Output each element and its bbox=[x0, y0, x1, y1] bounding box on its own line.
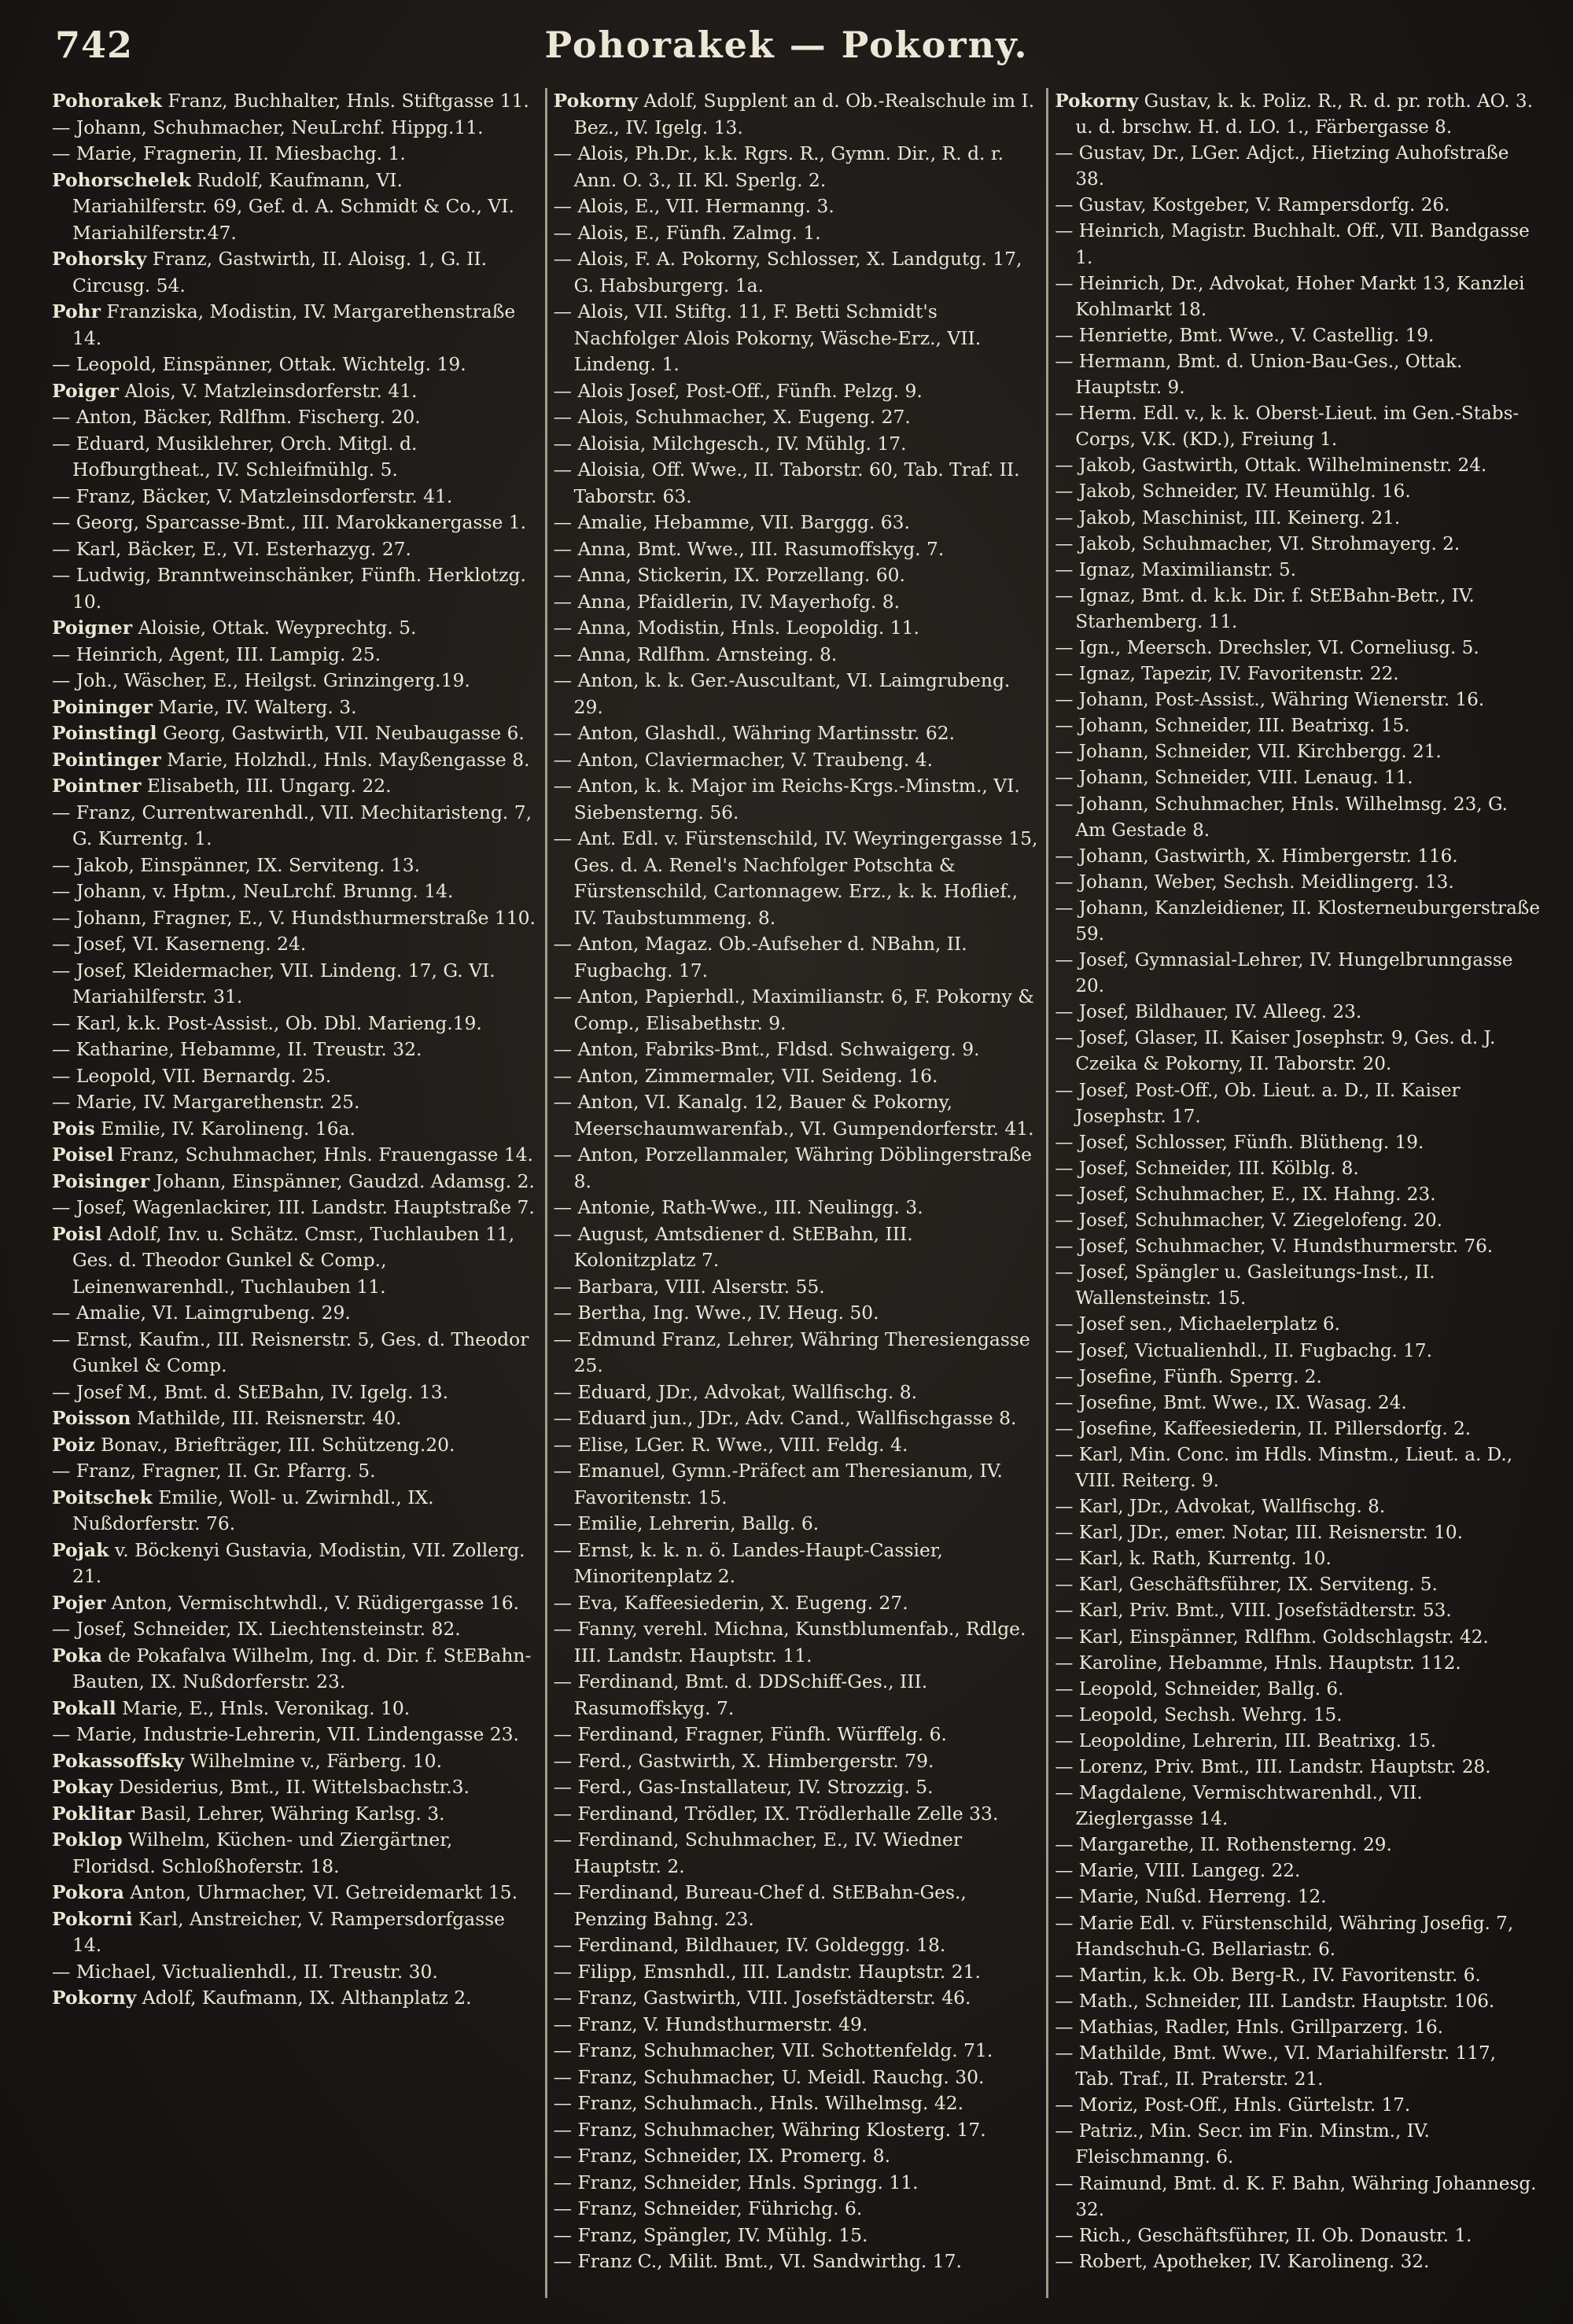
directory-entry: — Eduard, Musiklehrer, Orch. Mitgl. d. Hofburgtheat., IV. Schleifmühlg. 5. bbox=[52, 432, 418, 481]
directory-entry: — Johann, Schuhmacher, Hnls. Wilhelmsg. 23, G. Am Gestade 8. bbox=[1055, 794, 1508, 841]
entry-surname: Poklitar bbox=[52, 1802, 134, 1825]
directory-entry: — Marie Edl. v. Fürstenschild, Währing Josefig. 7, Handschuh-G. Bellariastr. 6. bbox=[1055, 1913, 1514, 1960]
directory-entry: — Karoline, Hebamme, Hnls. Hauptstr. 112. bbox=[1055, 1652, 1461, 1674]
column-right bbox=[1048, 88, 1548, 2298]
directory-entry: — Jakob, Gastwirth, Ottak. Wilhelminenstr. 24. bbox=[1055, 455, 1487, 477]
directory-entry: — Magdalene, Vermischtwarenhdl., VII. Zieglergasse 14. bbox=[1055, 1783, 1423, 1830]
directory-entry: Poininger Marie, IV. Walterg. 3. bbox=[52, 695, 357, 718]
column-divider bbox=[545, 88, 547, 2298]
directory-entry: — Jakob, Einspänner, IX. Serviteng. 13. bbox=[52, 853, 421, 876]
directory-entry: — Franz, Schuhmacher, VII. Schottenfeldg. 71. bbox=[553, 2039, 993, 2061]
entry-surname: Poisl bbox=[52, 1222, 102, 1245]
directory-columns bbox=[46, 88, 1548, 2298]
directory-entry: — Anton, Papierhdl., Maximilianstr. 6, F. Pokorny & Comp., Elisabethstr. 9. bbox=[553, 985, 1034, 1034]
entry-surname: Poiz bbox=[52, 1433, 95, 1456]
entry-surname: Pojak bbox=[52, 1538, 109, 1561]
directory-entry: — Josefine, Bmt. Wwe., IX. Wasag. 24. bbox=[1055, 1392, 1407, 1413]
directory-entry: — Leopold, Schneider, Ballg. 6. bbox=[1055, 1678, 1344, 1700]
directory-entry: — Anna, Stickerin, IX. Porzellang. 60. bbox=[553, 564, 905, 586]
directory-entry: — Alois, VII. Stiftg. 11, F. Betti Schmidt's Nachfolger Alois Pokorny, Wäsche-Erz., VII. Lindeng. 1. bbox=[553, 300, 982, 375]
directory-entry: — Martin, k.k. Ob. Berg-R., IV. Favoritenstr. 6. bbox=[1055, 1965, 1481, 1986]
entry-surname: Pokorny bbox=[52, 1987, 137, 2009]
directory-entry: Pokorny Gustav, k. k. Poliz. R., R. d. pr. roth. AO. 3. u. d. brschw. H. d. LO. 1., Färbergasse 8. bbox=[1055, 90, 1533, 138]
directory-entry: — Marie, VIII. Langeg. 22. bbox=[1055, 1861, 1301, 1882]
directory-entry: — Josef, Schuhmacher, E., IX. Hahng. 23. bbox=[1055, 1184, 1436, 1205]
directory-entry: — Karl, Einspänner, Rdlfhm. Goldschlagstr. 42. bbox=[1055, 1626, 1489, 1648]
directory-entry: — Anton, Porzellanmaler, Währing Döblingerstraße 8. bbox=[553, 1144, 1032, 1192]
directory-entry: — Josef M., Bmt. d. StEBahn, IV. Igelg. 13. bbox=[52, 1380, 449, 1403]
directory-entry: — Anton, k. k. Ger.-Auscultant, VI. Laimgrubeng. 29. bbox=[553, 669, 1011, 718]
directory-entry: Poitschek Emilie, Woll- u. Zwirnhdl., IX. Nußdorferstr. 76. bbox=[52, 1486, 434, 1534]
directory-entry: — Anton, k. k. Major im Reichs-Krgs.-Minstm., VI. Siebensterng. 56. bbox=[553, 775, 1020, 823]
directory-entry: — Eduard jun., JDr., Adv. Cand., Wallfischgasse 8. bbox=[553, 1407, 1017, 1429]
directory-entry: — Josef, Victualienhdl., II. Fugbachg. 17. bbox=[1055, 1340, 1432, 1361]
directory-entry: — Jakob, Schuhmacher, VI. Strohmayerg. 2. bbox=[1055, 533, 1461, 554]
directory-entry: — Johann, Schneider, VIII. Lenaug. 11. bbox=[1055, 768, 1413, 789]
directory-entry: — Eva, Kaffeesiederin, X. Eugeng. 27. bbox=[553, 1591, 908, 1614]
directory-entry: — Anton, Claviermacher, V. Traubeng. 4. bbox=[553, 748, 934, 771]
directory-entry: — Josef, Gymnasial-Lehrer, IV. Hungelbrunngasse 20. bbox=[1055, 950, 1513, 997]
directory-entry: — Joh., Wäscher, E., Heilgst. Grinzingerg.19. bbox=[52, 669, 470, 691]
directory-entry: — Johann, Fragner, E., V. Hundsthurmerstraße 110. bbox=[52, 906, 536, 929]
directory-entry: Pokorny Adolf, Kaufmann, IX. Althanplatz 2. bbox=[52, 1987, 472, 2009]
directory-entry: — Filipp, Emsnhdl., III. Landstr. Hauptstr. 21. bbox=[553, 1960, 981, 1983]
directory-entry: Pojak v. Böckenyi Gustavia, Modistin, VII. Zollerg. 21. bbox=[52, 1538, 525, 1587]
entry-surname: Poka bbox=[52, 1644, 102, 1667]
directory-entry: — Marie, Nußd. Herreng. 12. bbox=[1055, 1887, 1327, 1908]
directory-entry: — Karl, Min. Conc. im Hdls. Minstm., Lieut. a. D., VIII. Reiterg. 9. bbox=[1055, 1444, 1513, 1491]
directory-entry: — Johann, v. Hptm., NeuLrchf. Brunng. 14. bbox=[52, 880, 454, 902]
directory-entry: Poka de Pokafalva Wilhelm, Ing. d. Dir. f. StEBahn-Bauten, IX. Nußdorferstr. 23. bbox=[52, 1644, 532, 1692]
directory-entry: — Leopold, Einspänner, Ottak. Wichtelg. 19. bbox=[52, 353, 466, 375]
directory-entry: — Josef, Bildhauer, IV. Alleeg. 23. bbox=[1055, 1002, 1362, 1023]
entry-surname: Pohorschelek bbox=[52, 168, 191, 191]
directory-entry: — Franz, Schuhmacher, Währing Klosterg. 17. bbox=[553, 2118, 986, 2141]
directory-entry: — Heinrich, Magistr. Buchhalt. Off., VII. Bandgasse 1. bbox=[1055, 221, 1530, 268]
directory-entry: Poiz Bonav., Briefträger, III. Schützeng.20. bbox=[52, 1433, 455, 1456]
directory-entry: — Alois, F. A. Pokorny, Schlosser, X. Landgutg. 17, G. Habsburgerg. 1a. bbox=[553, 248, 1022, 296]
entry-surname: Pokay bbox=[52, 1776, 113, 1798]
column-divider bbox=[1046, 88, 1048, 2298]
entry-surname: Pokora bbox=[52, 1881, 124, 1903]
entry-surname: Pokorny bbox=[553, 90, 638, 112]
directory-entry: — Anton, Zimmermaler, VII. Seideng. 16. bbox=[553, 1064, 938, 1087]
directory-entry: Poklop Wilhelm, Küchen- und Ziergärtner, Floridsd. Schloßhoferstr. 18. bbox=[52, 1829, 453, 1877]
directory-entry: — Patriz., Min. Secr. im Fin. Minstm., IV. Fleischmanng. 6. bbox=[1055, 2121, 1430, 2168]
directory-entry: — Franz C., Milit. Bmt., VI. Sandwirthg. 17. bbox=[553, 2250, 962, 2272]
directory-entry: — Franz, Currentwarenhdl., VII. Mechitaristeng. 7, G. Kurrentg. 1. bbox=[52, 801, 532, 849]
column-left bbox=[46, 88, 545, 2298]
entry-surname: Pohorakek bbox=[52, 90, 162, 112]
entry-surname: Pointner bbox=[52, 775, 142, 797]
directory-entry: — Herm. Edl. v., k. k. Oberst-Lieut. im Gen.-Stabs-Corps, V.K. (KD.), Freiung 1. bbox=[1055, 403, 1520, 451]
entry-surname: Pois bbox=[52, 1117, 95, 1140]
directory-entry: — Ferdinand, Bildhauer, IV. Goldeggg. 18. bbox=[553, 1934, 946, 1956]
directory-entry: — Raimund, Bmt. d. K. F. Bahn, Währing Johannesg. 32. bbox=[1055, 2173, 1537, 2220]
directory-entry: — Alois, Ph.Dr., k.k. Rgrs. R., Gymn. Dir., R. d. r. Ann. O. 3., II. Kl. Sperlg. 2. bbox=[553, 142, 1004, 191]
entry-surname: Pokall bbox=[52, 1696, 116, 1719]
directory-entry: — Josef, Glaser, II. Kaiser Josephstr. 9, Ges. d. J. Czeika & Pokorny, II. Taborstr. 20. bbox=[1055, 1028, 1496, 1075]
directory-entry: Poisel Franz, Schuhmacher, Hnls. Frauengasse 14. bbox=[52, 1144, 533, 1166]
directory-entry: — Math., Schneider, III. Landstr. Hauptstr. 106. bbox=[1055, 1991, 1495, 2012]
directory-entry: — Ant. Edl. v. Fürstenschild, IV. Weyringergasse 15, Ges. d. A. Renel's Nachfolger Potschta & Fürstenschild, Cartonnagew. Erz., k. k. Hoflief., IV. Taubstummeng. 8. bbox=[553, 827, 1038, 929]
directory-entry: — Franz, Bäcker, V. Matzleinsdorferstr. 41. bbox=[52, 484, 453, 507]
directory-entry: Poisinger Johann, Einspänner, Gaudzd. Adamsg. 2. bbox=[52, 1169, 535, 1192]
directory-entry: — Marie, Industrie-Lehrerin, VII. Lindengasse 23. bbox=[52, 1723, 519, 1745]
directory-entry: — Josef, Kleidermacher, VII. Lindeng. 17, G. VI. Mariahilferstr. 31. bbox=[52, 959, 495, 1007]
directory-entry: — Johann, Schneider, III. Beatrixg. 15. bbox=[1055, 716, 1410, 737]
directory-entry: — Aloisia, Off. Wwe., II. Taborstr. 60, Tab. Traf. II. Taborstr. 63. bbox=[553, 459, 1020, 507]
directory-entry: Pojer Anton, Vermischtwhdl., V. Rüdigergasse 16. bbox=[52, 1591, 520, 1614]
directory-entry: Pohorschelek Rudolf, Kaufmann, VI. Mariahilferstr. 69, Gef. d. A. Schmidt & Co., VI. Mariahilferstr.47. bbox=[52, 168, 514, 244]
directory-entry: — Karl, Geschäftsführer, IX. Serviteng. 5. bbox=[1055, 1575, 1438, 1596]
directory-entry: — Bertha, Ing. Wwe., IV. Heug. 50. bbox=[553, 1302, 879, 1324]
directory-entry: — Karl, k.k. Post-Assist., Ob. Dbl. Marieng.19. bbox=[52, 1011, 482, 1034]
directory-entry: — Marie, Fragnerin, II. Miesbachg. 1. bbox=[52, 142, 406, 164]
entry-surname: Poinstingl bbox=[52, 722, 157, 744]
directory-entry: — Ferd., Gas-Installateur, IV. Strozzig. 5. bbox=[553, 1776, 934, 1798]
directory-entry: — Ludwig, Branntweinschänker, Fünfh. Herklotzg. 10. bbox=[52, 564, 526, 613]
directory-entry: — Emanuel, Gymn.-Präfect am Theresianum, IV. Favoritenstr. 15. bbox=[553, 1460, 1003, 1508]
directory-entry: Pohorakek Franz, Buchhalter, Hnls. Stiftgasse 11. bbox=[52, 90, 529, 112]
directory-entry: — Anton, VI. Kanalg. 12, Bauer & Pokorny, Meerschaumwarenfab., VI. Gumpendorferstr. 41. bbox=[553, 1091, 1034, 1140]
directory-entry: — Gustav, Dr., LGer. Adjct., Hietzing Auhofstraße 38. bbox=[1055, 143, 1509, 190]
directory-entry: — Heinrich, Agent, III. Lampig. 25. bbox=[52, 643, 381, 665]
directory-entry: Poiger Alois, V. Matzleinsdorferstr. 41. bbox=[52, 379, 418, 402]
directory-entry: — Josef, Post-Off., Ob. Lieut. a. D., II. Kaiser Josephstr. 17. bbox=[1055, 1080, 1461, 1127]
entry-surname: Poininger bbox=[52, 695, 153, 718]
directory-entry: — Josef, VI. Kaserneng. 24. bbox=[52, 933, 307, 955]
directory-entry: — Alois Josef, Post-Off., Fünfh. Pelzg. 9. bbox=[553, 379, 923, 402]
directory-entry: — Franz, Gastwirth, VIII. Josefstädterstr. 46. bbox=[553, 1987, 971, 2009]
entry-surname: Poisson bbox=[52, 1407, 131, 1429]
entry-surname: Poiger bbox=[52, 379, 120, 402]
directory-entry: Poisson Mathilde, III. Reisnerstr. 40. bbox=[52, 1407, 402, 1429]
directory-entry: — Anna, Pfaidlerin, IV. Mayerhofg. 8. bbox=[553, 590, 901, 613]
directory-entry: — Josefine, Fünfh. Sperrg. 2. bbox=[1055, 1366, 1322, 1387]
page-number: 742 bbox=[55, 24, 134, 66]
directory-entry: — Lorenz, Priv. Bmt., III. Landstr. Hauptstr. 28. bbox=[1055, 1757, 1491, 1777]
running-head: Pohorakek — Pokorny. bbox=[544, 24, 1029, 66]
directory-entry: — Henriette, Bmt. Wwe., V. Castellig. 19. bbox=[1055, 325, 1435, 346]
directory-entry: Pointinger Marie, Holzhdl., Hnls. Mayßengasse 8. bbox=[52, 748, 530, 771]
directory-entry: Pokall Marie, E., Hnls. Veronikag. 10. bbox=[52, 1696, 411, 1719]
directory-entry: — Johann, Schneider, VII. Kirchbergg. 21. bbox=[1055, 742, 1442, 763]
directory-entry: — Josef, Wagenlackirer, III. Landstr. Hauptstraße 7. bbox=[52, 1196, 535, 1218]
directory-entry: — Amalie, VI. Laimgrubeng. 29. bbox=[52, 1302, 351, 1324]
entry-surname: Poitschek bbox=[52, 1486, 153, 1508]
directory-entry: — Heinrich, Dr., Advokat, Hoher Markt 13, Kanzlei Kohlmarkt 18. bbox=[1055, 273, 1525, 320]
directory-entry: — Franz, V. Hundsthurmerstr. 49. bbox=[553, 2013, 868, 2035]
directory-entry: — Edmund Franz, Lehrer, Währing Theresiengasse 25. bbox=[553, 1328, 1030, 1376]
directory-entry: — Franz, Spängler, IV. Mühlg. 15. bbox=[553, 2223, 868, 2246]
entry-surname: Poisinger bbox=[52, 1169, 150, 1192]
directory-entry: — Ernst, Kaufm., III. Reisnerstr. 5, Ges. d. Theodor Gunkel & Comp. bbox=[52, 1328, 529, 1376]
entry-surname: Pohr bbox=[52, 300, 101, 322]
directory-entry: — Karl, Bäcker, E., VI. Esterhazyg. 27. bbox=[52, 537, 411, 560]
directory-entry: — August, Amtsdiener d. StEBahn, III. Kolonitzplatz 7. bbox=[553, 1222, 913, 1271]
directory-entry: — Ferdinand, Bureau-Chef d. StEBahn-Ges., Penzing Bahng. 23. bbox=[553, 1881, 967, 1930]
directory-entry: Pohr Franziska, Modistin, IV. Margarethenstraße 14. bbox=[52, 300, 516, 349]
directory-entry: — Josef, Schneider, IX. Liechtensteinstr. 82. bbox=[52, 1618, 461, 1640]
directory-entry: — Franz, Schuhmacher, U. Meidl. Rauchg. 30. bbox=[553, 2065, 985, 2088]
directory-entry: — Karl, Priv. Bmt., VIII. Josefstädterstr. 53. bbox=[1055, 1600, 1452, 1622]
directory-entry: — Josef sen., Michaelerplatz 6. bbox=[1055, 1314, 1340, 1335]
directory-entry: — Johann, Weber, Sechsh. Meidlingerg. 13. bbox=[1055, 871, 1454, 893]
directory-entry: — Ignaz, Maximilianstr. 5. bbox=[1055, 559, 1297, 580]
directory-entry: Pokora Anton, Uhrmacher, VI. Getreidemarkt 15. bbox=[52, 1881, 518, 1903]
directory-entry: — Anton, Fabriks-Bmt., Fldsd. Schwaigerg. 9. bbox=[553, 1038, 980, 1060]
directory-entry: — Eduard, JDr., Advokat, Wallfischg. 8. bbox=[553, 1380, 918, 1403]
directory-entry: — Mathias, Radler, Hnls. Grillparzerg. 16. bbox=[1055, 2016, 1443, 2038]
entry-surname: Pokorni bbox=[52, 1907, 133, 1930]
entry-surname: Poklop bbox=[52, 1829, 123, 1851]
directory-entry: — Karl, JDr., emer. Notar, III. Reisnerstr. 10. bbox=[1055, 1523, 1463, 1544]
directory-entry: — Alois, E., Fünfh. Zalmg. 1. bbox=[553, 221, 821, 244]
directory-entry: — Anton, Magaz. Ob.-Aufseher d. NBahn, II. Fugbachg. 17. bbox=[553, 933, 967, 982]
directory-entry: Poigner Aloisie, Ottak. Weyprechtg. 5. bbox=[52, 617, 417, 639]
directory-entry: — Antonie, Rath-Wwe., III. Neulingg. 3. bbox=[553, 1196, 923, 1218]
directory-entry: — Moriz, Post-Off., Hnls. Gürtelstr. 17. bbox=[1055, 2095, 1411, 2116]
directory-entry: — Katharine, Hebamme, II. Treustr. 32. bbox=[52, 1038, 422, 1060]
directory-entry: — Alois, Schuhmacher, X. Eugeng. 27. bbox=[553, 406, 911, 428]
directory-entry: — Barbara, VIII. Alserstr. 55. bbox=[553, 1275, 825, 1298]
entry-surname: Poisel bbox=[52, 1144, 114, 1166]
directory-entry: — Ferdinand, Bmt. d. DDSchiff-Ges., III. Rasumoffskyg. 7. bbox=[553, 1670, 928, 1719]
directory-entry: — Gustav, Kostgeber, V. Rampersdorfg. 26. bbox=[1055, 195, 1450, 216]
directory-entry: — Anna, Modistin, Hnls. Leopoldig. 11. bbox=[553, 617, 919, 639]
directory-entry: — Josef, Spängler u. Gasleitungs-Inst., II. Wallensteinstr. 15. bbox=[1055, 1262, 1435, 1309]
directory-entry: — Elise, LGer. R. Wwe., VIII. Feldg. 4. bbox=[553, 1433, 908, 1456]
entry-surname: Pokorny bbox=[1055, 90, 1139, 112]
directory-entry: Pohorsky Franz, Gastwirth, II. Aloisg. 1, G. II. Circusg. 54. bbox=[52, 248, 488, 296]
directory-entry: Pois Emilie, IV. Karolineng. 16a. bbox=[52, 1117, 355, 1140]
directory-entry: — Margarethe, II. Rothensterng. 29. bbox=[1055, 1835, 1392, 1856]
directory-entry: — Jakob, Maschinist, III. Keinerg. 21. bbox=[1055, 507, 1401, 529]
entry-surname: Pojer bbox=[52, 1591, 106, 1614]
directory-entry: — Ignaz, Tapezir, IV. Favoritenstr. 22. bbox=[1055, 664, 1399, 685]
directory-entry: — Johann, Kanzleidiener, II. Klosterneuburgerstraße 59. bbox=[1055, 897, 1541, 945]
directory-entry: — Ferd., Gastwirth, X. Himbergerstr. 79. bbox=[553, 1749, 934, 1772]
directory-entry: Pokassoffsky Wilhelmine v., Färberg. 10. bbox=[52, 1749, 443, 1772]
directory-entry: — Franz, Schneider, Führichg. 6. bbox=[553, 2197, 863, 2219]
directory-entry: — Leopold, Sechsh. Wehrg. 15. bbox=[1055, 1704, 1343, 1726]
directory-entry: — Fanny, verehl. Michna, Kunstblumenfab., Rdlge. III. Landstr. Hauptstr. 11. bbox=[553, 1618, 1026, 1667]
directory-entry: — Josef, Schuhmacher, V. Hundsthurmerstr. 76. bbox=[1055, 1236, 1494, 1258]
directory-entry: — Mathilde, Bmt. Wwe., VI. Mariahilferstr. 117, Tab. Traf., II. Praterstr. 21. bbox=[1055, 2043, 1496, 2090]
directory-entry: — Anton, Glashdl., Währing Martinsstr. 62. bbox=[553, 722, 956, 744]
entry-surname: Pohorsky bbox=[52, 248, 147, 270]
directory-entry: — Leopoldine, Lehrerin, III. Beatrixg. 15. bbox=[1055, 1730, 1437, 1751]
directory-entry: — Amalie, Hebamme, VII. Barggg. 63. bbox=[553, 511, 910, 533]
directory-entry: — Anton, Bäcker, Rdlfhm. Fischerg. 20. bbox=[52, 406, 421, 428]
directory-entry: — Ignaz, Bmt. d. k.k. Dir. f. StEBahn-Betr., IV. Starhemberg. 11. bbox=[1055, 585, 1475, 632]
directory-entry: Pokay Desiderius, Bmt., II. Wittelsbachstr.3. bbox=[52, 1776, 470, 1798]
entry-surname: Poigner bbox=[52, 617, 133, 639]
directory-entry: — Josef, Schlosser, Fünfh. Blütheng. 19. bbox=[1055, 1132, 1424, 1153]
column-middle bbox=[547, 88, 1047, 2298]
directory-entry: — Johann, Post-Assist., Währing Wienerstr. 16. bbox=[1055, 690, 1485, 711]
directory-entry: Pokorny Adolf, Supplent an d. Ob.-Realschule im I. Bez., IV. Igelg. 13. bbox=[553, 90, 1035, 138]
directory-entry: — Anna, Rdlfhm. Arnsteing. 8. bbox=[553, 643, 838, 665]
directory-entry: — Karl, k. Rath, Kurrentg. 10. bbox=[1055, 1549, 1332, 1570]
directory-entry: — Josef, Schuhmacher, V. Ziegelofeng. 20. bbox=[1055, 1210, 1443, 1232]
page-header bbox=[0, 0, 1573, 72]
directory-entry: — Rich., Geschäftsführer, II. Ob. Donaustr. 1. bbox=[1055, 2225, 1472, 2246]
directory-entry: — Franz, Fragner, II. Gr. Pfarrg. 5. bbox=[52, 1460, 376, 1482]
directory-entry: — Franz, Schuhmach., Hnls. Wilhelmsg. 42. bbox=[553, 2092, 964, 2114]
directory-entry: — Ferdinand, Schuhmacher, E., IV. Wiedner Hauptstr. 2. bbox=[553, 1829, 963, 1877]
directory-entry: — Robert, Apotheker, IV. Karolineng. 32. bbox=[1055, 2251, 1430, 2272]
entry-surname: Pokassoffsky bbox=[52, 1749, 185, 1772]
directory-entry: Pointner Elisabeth, III. Ungarg. 22. bbox=[52, 775, 392, 797]
directory-entry: Poinstingl Georg, Gastwirth, VII. Neubaugasse 6. bbox=[52, 722, 525, 744]
directory-entry: — Ernst, k. k. n. ö. Landes-Haupt-Cassier, Minoritenplatz 2. bbox=[553, 1538, 943, 1587]
directory-entry: — Johann, Schuhmacher, NeuLrchf. Hippg.11. bbox=[52, 116, 484, 138]
directory-entry: — Jakob, Schneider, IV. Heumühlg. 16. bbox=[1055, 481, 1411, 503]
directory-entry: — Ign., Meersch. Drechsler, VI. Corneliusg. 5. bbox=[1055, 637, 1479, 658]
directory-entry: — Leopold, VII. Bernardg. 25. bbox=[52, 1064, 332, 1087]
directory-entry: — Hermann, Bmt. d. Union-Bau-Ges., Ottak. Hauptstr. 9. bbox=[1055, 351, 1463, 399]
directory-entry: — Franz, Schneider, IX. Promerg. 8. bbox=[553, 2145, 891, 2167]
directory-entry: — Johann, Gastwirth, X. Himbergerstr. 116. bbox=[1055, 845, 1458, 867]
directory-entry: — Emilie, Lehrerin, Ballg. 6. bbox=[553, 1512, 820, 1534]
directory-entry: — Karl, JDr., Advokat, Wallfischg. 8. bbox=[1055, 1497, 1386, 1518]
directory-entry: — Ferdinand, Fragner, Fünfh. Würffelg. 6. bbox=[553, 1723, 947, 1745]
directory-entry: — Michael, Victualienhdl., II. Treustr. 30. bbox=[52, 1960, 438, 1983]
directory-entry: — Franz, Schneider, Hnls. Springg. 11. bbox=[553, 2171, 919, 2193]
directory-entry: — Josefine, Kaffeesiederin, II. Pillersdorfg. 2. bbox=[1055, 1418, 1472, 1439]
directory-entry: — Josef, Schneider, III. Kölblg. 8. bbox=[1055, 1158, 1359, 1179]
directory-entry: Poisl Adolf, Inv. u. Schätz. Cmsr., Tuchlauben 11, Ges. d. Theodor Gunkel & Comp., Leinenwarenhdl., Tuchlauben 11. bbox=[52, 1222, 515, 1298]
directory-entry: — Anna, Bmt. Wwe., III. Rasumoffskyg. 7. bbox=[553, 537, 945, 560]
entry-surname: Pointinger bbox=[52, 748, 161, 771]
directory-entry: — Georg, Sparcasse-Bmt., III. Marokkanergasse 1. bbox=[52, 511, 527, 533]
directory-entry: — Ferdinand, Trödler, IX. Trödlerhalle Zelle 33. bbox=[553, 1802, 999, 1825]
directory-entry: — Marie, IV. Margarethenstr. 25. bbox=[52, 1091, 360, 1113]
directory-entry: — Alois, E., VII. Hermanng. 3. bbox=[553, 195, 834, 217]
directory-entry: Pokorni Karl, Anstreicher, V. Rampersdorfgasse 14. bbox=[52, 1907, 505, 1956]
directory-entry: Poklitar Basil, Lehrer, Währing Karlsg. 3. bbox=[52, 1802, 445, 1825]
directory-entry: — Aloisia, Milchgesch., IV. Mühlg. 17. bbox=[553, 432, 907, 455]
